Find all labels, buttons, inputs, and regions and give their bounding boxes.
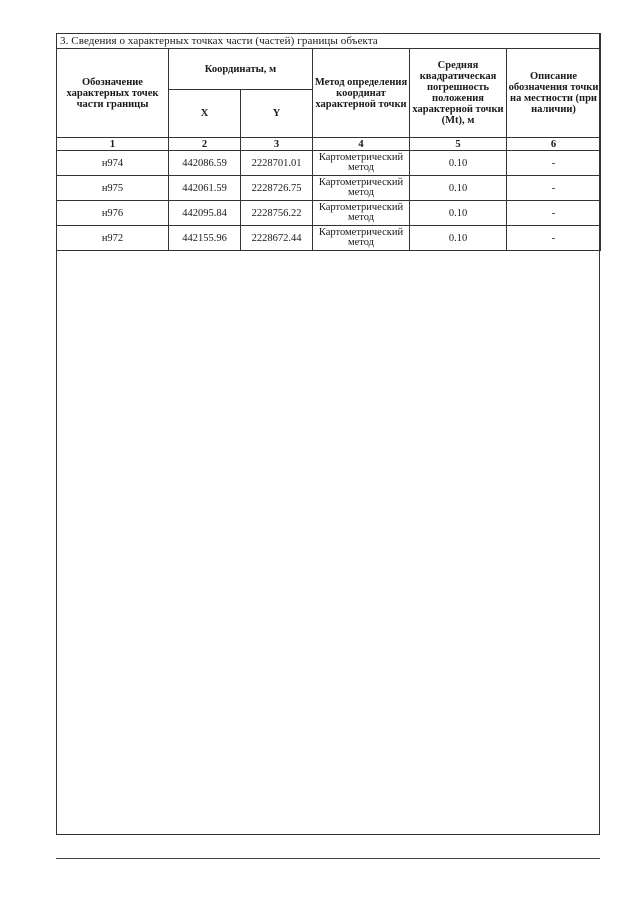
description-cell: - (507, 201, 601, 226)
header-x: X (169, 90, 241, 138)
table-row (57, 151, 601, 176)
characteristic-points-table (56, 33, 601, 251)
header-error: Средняя квадратическая погрешность положения характерной точки (Mt), м (410, 49, 507, 138)
method-cell: Картометрический метод (313, 226, 410, 251)
header-coordinates: Координаты, м (169, 49, 313, 90)
x-cell: 442086.59 (169, 151, 241, 176)
error-cell: 0.10 (410, 201, 507, 226)
y-cell: 2228701.01 (241, 151, 313, 176)
footer-rule (56, 858, 600, 859)
method-cell: Картометрический метод (313, 151, 410, 176)
point-cell: н972 (57, 226, 169, 251)
table-row (57, 226, 601, 251)
y-cell: 2228726.75 (241, 176, 313, 201)
method-cell: Картометрический метод (313, 176, 410, 201)
column-number: 6 (507, 138, 601, 151)
column-number: 4 (313, 138, 410, 151)
column-number: 2 (169, 138, 241, 151)
method-cell: Картометрический метод (313, 201, 410, 226)
y-cell: 2228756.22 (241, 201, 313, 226)
column-number: 3 (241, 138, 313, 151)
header-y: Y (241, 90, 313, 138)
point-cell: н974 (57, 151, 169, 176)
header-description: Описание обозначения точки на местности (при наличии) (507, 49, 601, 138)
column-number: 5 (410, 138, 507, 151)
x-cell: 442095.84 (169, 201, 241, 226)
point-cell: н975 (57, 176, 169, 201)
description-cell: - (507, 176, 601, 201)
x-cell: 442061.59 (169, 176, 241, 201)
column-numbers-row (57, 138, 601, 151)
description-cell: - (507, 226, 601, 251)
column-number: 1 (57, 138, 169, 151)
error-cell: 0.10 (410, 226, 507, 251)
description-cell: - (507, 151, 601, 176)
point-cell: н976 (57, 201, 169, 226)
header-method: Метод определения координат характерной точки (313, 49, 410, 138)
header-point-designation: Обозначение характерных точек части границы (57, 49, 169, 138)
y-cell: 2228672.44 (241, 226, 313, 251)
table-row (57, 176, 601, 201)
table-row (57, 201, 601, 226)
x-cell: 442155.96 (169, 226, 241, 251)
error-cell: 0.10 (410, 151, 507, 176)
section-title: 3. Сведения о характерных точках части (частей) границы объекта (57, 34, 601, 49)
error-cell: 0.10 (410, 176, 507, 201)
